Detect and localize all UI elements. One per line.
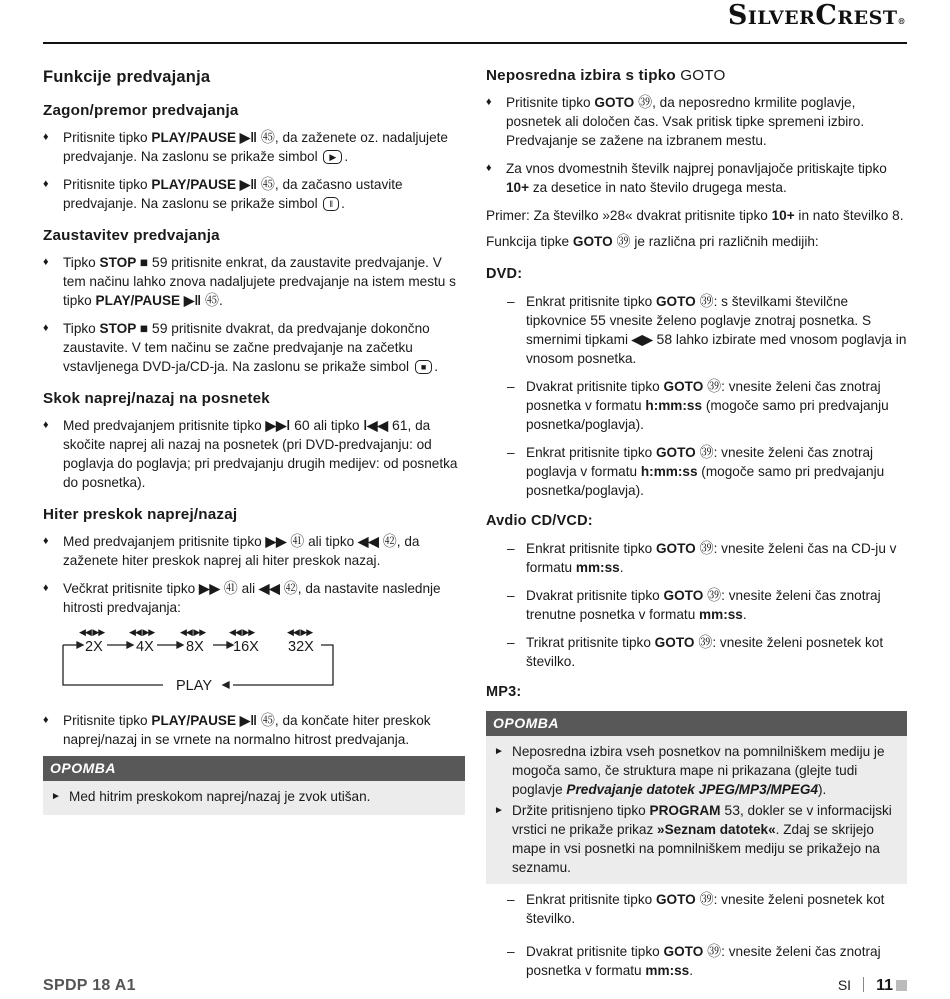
section-title: Funkcije predvajanja: [43, 68, 211, 86]
header-rule: [43, 42, 907, 44]
bullet-diamond-icon: ♦: [43, 535, 49, 547]
speed-label: 32X: [288, 639, 314, 655]
play-symbol-icon: ▶: [323, 150, 342, 164]
stop-symbol-icon: ■: [415, 360, 432, 374]
list-item: – Trikrat pritisnite tipko GOTO ㊴: vnesite želeni posnetek kot številko.: [507, 634, 884, 669]
fast-search-icon: ◀◀ ▶▶: [287, 627, 313, 637]
speed-label: 4X: [136, 639, 154, 655]
list-item: ♦ Med predvajanjem pritisnite tipko ▶▶ǀ 60 ali tipko ǀ◀◀ 61, da skočite naprej ali nazaj na posnetek (pri DVD-predvajanju: od poglavja do poglavja; pri predvajanju drugih medijev: od posnetka do posnetka).: [43, 417, 458, 490]
heading-skip: Skok naprej/nazaj na posnetek: [43, 390, 270, 407]
heading-dvd: DVD:: [486, 266, 523, 282]
list-item: ♦ Tipko STOP ■ 59 pritisnite dvakrat, da predvajanje dokončno zaustavite. V tem načinu se začne predvajanje na začetku vstavljenega DVD-ja/CD-ja. Na zaslonu se prikaže simbol ■ .: [43, 320, 439, 374]
bullet-diamond-icon: ♦: [43, 131, 49, 143]
list-item: – Dvakrat pritisnite tipko GOTO ㊴: vnesite želeni čas znotraj posnetka v formatu h:mm:ss (mogoče samo pri predvajanju posnetka/poglavja).: [507, 378, 889, 432]
fast-search-icon: ◀◀ ▶▶: [129, 627, 155, 637]
list-item: – Enkrat pritisnite tipko GOTO ㊴: vnesite želeni čas znotraj poglavja v formatu h:mm:ss (mogoče samo pri predvajanju posnetka/poglavja).: [507, 444, 885, 498]
page-marker-icon: [896, 980, 907, 991]
list-item: ♦ Pritisnite tipko PLAY/PAUSE ▶ǁ ㊺, da začasno ustavite predvajanje. Na zaslonu se prikaže simbol ǁ .: [43, 176, 403, 211]
bullet-diamond-icon: ♦: [43, 582, 49, 594]
heading-fast-search: Hiter preskok naprej/nazaj: [43, 506, 238, 523]
note-box: [43, 756, 465, 815]
paragraph: Funkcija tipke GOTO ㊴ je različna pri različnih medijih:: [486, 233, 819, 249]
page-number: 11: [876, 977, 893, 994]
list-item: – Dvakrat pritisnite tipko GOTO ㊴: vnesite želeni čas znotraj posnetka v formatu mm:ss.: [507, 943, 881, 978]
arrow-right-icon: ►: [51, 791, 61, 802]
bullet-diamond-icon: ♦: [43, 322, 49, 334]
note-item: ► Neposredna izbira vseh posnetkov na pomnilniškem mediju je mogoča samo, če struktura mape ni prikazana (glejte tudi poglavje Predvajanje datotek JPEG/MP3/MPEG4).: [494, 744, 885, 797]
note-box: [486, 711, 907, 884]
footer-language: SI: [837, 977, 852, 993]
note-header: OPOMBA: [43, 756, 465, 781]
list-item: ♦ Med predvajanjem pritisnite tipko ▶▶ ㊶ ali tipko ◀◀ ㊷, da zaženete hiter preskok naprej ali hiter preskok nazaj.: [43, 533, 420, 568]
list-item: ♦ Večkrat pritisnite tipko ▶▶ ㊶ ali ◀◀ ㊷, da nastavite naslednje hitrosti predvajanja:: [43, 580, 441, 615]
list-item: ♦ Tipko STOP ■ 59 pritisnite enkrat, da zaustavite predvajanje. V tem načinu lahko znova nadaljujete predvajanje na istem mestu s tipko PLAY/PAUSE ▶ǁ ㊺.: [43, 254, 456, 308]
list-item: ♦ Za vnos dvomestnih številk najprej ponavljajoče pritiskajte tipko 10+ za desetice in nato število drugega mesta.: [486, 161, 887, 195]
pause-symbol-icon: ǁ: [323, 197, 339, 211]
list-item: ♦ Pritisnite tipko PLAY/PAUSE ▶ǁ ㊺, da zaženete oz. nadaljujete predvajanje. Na zaslonu se prikaže simbol ▶ .: [43, 129, 448, 164]
note-item: ► Držite pritisnjeno tipko PROGRAM 53, dokler se v informacijski vrstici ne prikaže prikaz »Seznam datotek«. Zdaj se skrijejo mape in vsi posnetki na pomnilniškem mediju se prikažejo na seznamu.: [494, 802, 892, 875]
speed-label: 16X: [233, 639, 259, 655]
heading-cd: Avdio CD/VCD:: [486, 513, 593, 529]
list-item: – Enkrat pritisnite tipko GOTO ㊴: vnesite želeni posnetek kot številko.: [507, 891, 885, 926]
speed-diagram: [43, 623, 465, 703]
bullet-diamond-icon: ♦: [43, 256, 49, 268]
play-label: PLAY: [176, 678, 213, 694]
note-header: OPOMBA: [486, 711, 907, 736]
fast-search-icon: ◀◀ ▶▶: [79, 627, 105, 637]
heading-play-pause: Zagon/premor predvajanja: [43, 102, 239, 119]
bullet-diamond-icon: ♦: [486, 162, 492, 174]
heading-stop: Zaustavitev predvajanja: [43, 227, 220, 244]
bullet-diamond-icon: ♦: [43, 714, 49, 726]
footer-divider: [863, 977, 864, 992]
right-column: [486, 60, 907, 989]
left-column: [43, 60, 465, 815]
brand-logo: SilverCrest®: [727, 0, 906, 31]
speed-label: 8X: [186, 639, 204, 655]
speed-label: 2X: [85, 639, 103, 655]
footer-model: SPDP 18 A1: [43, 977, 136, 994]
list-item: – Dvakrat pritisnite tipko GOTO ㊴: vnesite želeni čas znotraj trenutne posnetka v formatu mm:ss.: [507, 587, 881, 622]
heading-mp3: MP3:: [486, 684, 522, 700]
list-item: ♦ Pritisnite tipko GOTO ㊴, da neposredno krmilite poglavje, posnetek ali določen čas. Vsak pritisk tipke spremeni izbiro. Predvajanje se zažene na izbranem mestu.: [486, 94, 865, 148]
note-item: ► Med hitrim preskokom naprej/nazaj je zvok utišan.: [51, 789, 371, 804]
bullet-diamond-icon: ♦: [43, 178, 49, 190]
arrow-right-icon: ►: [494, 746, 504, 757]
heading-goto: Neposredna izbira s tipko GOTO: [486, 67, 726, 84]
bullet-diamond-icon: ♦: [486, 96, 492, 108]
paragraph: Primer: Za številko »28« dvakrat pritisnite tipko 10+ in nato številko 8.: [486, 208, 904, 223]
list-item: ♦ Pritisnite tipko PLAY/PAUSE ▶ǁ ㊺, da končate hiter preskok naprej/nazaj in se vrnete na normalno hitrost predvajanja.: [43, 712, 431, 747]
bullet-diamond-icon: ♦: [43, 419, 49, 431]
arrow-right-icon: ►: [494, 805, 504, 816]
fast-search-icon: ◀◀ ▶▶: [229, 627, 255, 637]
footer-page-info: [838, 976, 907, 995]
fast-search-icon: ◀◀ ▶▶: [180, 627, 206, 637]
list-item: – Enkrat pritisnite tipko GOTO ㊴: s številkami številčne tipkovnice 55 vnesite želeno poglavje znotraj posnetka. S smernimi tipkami ◀▶ 58 lahko izbirate med vnosom poglavja in vnosom posnetka.: [507, 293, 907, 366]
list-item: – Enkrat pritisnite tipko GOTO ㊴: vnesite želeni čas na CD-ju v formatu mm:ss.: [507, 540, 897, 575]
